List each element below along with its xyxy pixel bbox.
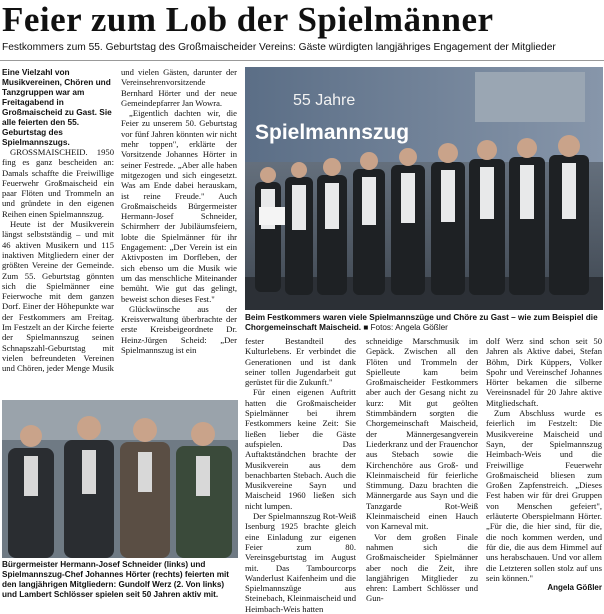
photo-credit: ■ Fotos: Angela Gößler: [363, 323, 448, 332]
photo-choir-stage: [245, 67, 603, 310]
lead-paragraph: Eine Vielzahl von Musikvereinen, Chören und Tanzgruppen war am Freitagabend in Großmaischeid zu Gast. Sie alle feierten den 55. Geburtstag des Spielmannszugs.: [2, 67, 112, 147]
paragraph: Für einen eigenen Auftritt hatten die Großmaischeider Spielmänner bei ihrem Festkommers keine Zeit: Sie ließen lieber die Gäste aufspielen. Das Auftaktständchen brachte der Musikverein aus dem benachbarten Stebach. Auch die Musikvereine Sayn und Maischeid 1960 ließen sich nicht lumpen.: [245, 387, 356, 511]
column-5: [486, 336, 602, 593]
paragraph: dolf Werz sind schon seit 50 Jahren als Aktive dabei, Stefan Böhm, Dirk Küppers, Volker Spohr und Vereinschef Johannes Hörter bekamen die silberne Vereinsnadel für 20 Jahre aktive Mitgliedschaft.: [486, 336, 602, 408]
photo-honorees: [2, 400, 238, 558]
paragraph: Glückwünsche aus der Kreisverwaltung überbrachte der erste Kreisbeigeordnete Dr. Heinz-Jürgen Scheid: „Der Spielmannszug ist ein: [121, 303, 237, 356]
paragraph: Zum Abschluss wurde es feierlich im Festzelt: Die Musikvereine Maischeid und Sayn, der Spielmannszug Heimbach-Weis und die Freiwillige Feuerwehr Großmaischeid bliesen zum Großen Zapfenstreich. „Dieses Fest haben wir für drei Gruppen von Menschen gefeiert", erläuterte Oberspielmann Hörter. „Für die, die hier sind, für die, die noch kommen werden, und für die, die aus dem Himmel auf uns herabschauen. Und vor allem die Letzteren sollen stolz auf uns sein können.": [486, 408, 602, 583]
column-3: [245, 336, 356, 614]
banner-text-2: Spielmannszug: [255, 121, 410, 144]
paragraph: „Eigentlich dachten wir, die Feier zu unserem 50. Geburtstag vor fünf Jahren könnten wir nicht mehr toppen", erklärte der Vorsitzende Johannes Hörter in seiner Festrede. „Aber alle haben mitgezogen und sich eingesetzt. Was am Ende dabei herauskam, ist reine Freude." Auch Großmaischeids Bürgermeister Hermann-Josef Schneider, Schirmherr der Jubiläumsfeiern, lobte die Spielmänner für ihr Engagement: „Der Verein ist ein Aktivposten im Dorfleben, der sich ebenso um die Musik wie um das menschliche Miteinander bemüht. Wie gut das gelingt, beweist schon dieses Fest.": [121, 108, 237, 304]
small-photo-caption: Bürgermeister Hermann-Josef Schneider (links) und Spielmannszug-Chef Johannes Hörter (rechts) feierten mit den langjährigen Mitgliedern: Gundolf Werz (2. Von links) und Lambert Schlösser spielen seit 50 Jahren aktiv mit.: [2, 560, 230, 599]
paragraph: fester Bestandteil des Kulturlebens. Er verbindet die Generationen und ist dank seiner tollen Jugendarbeit gut gerüstet für die Zukunft.": [245, 336, 356, 388]
column-4: [366, 336, 478, 604]
banner-text-1: 55 Jahre: [293, 92, 356, 109]
column-1: [2, 67, 114, 374]
paragraph: schneidige Marschmusik im Gepäck. Zwischen all den Flöten und Trommeln der Spielleute kam beim Großmaischeider Festkommers aber auch der Gesang nicht zu kurz: Mit gut geölten Stimmbändern sorgten die Chorgemeinschaft Maischeid, der Männergesangverein Liederkranz und der Frauenchor aus Stebach sowie die Kirchenchöre aus Groß- und Kleinmaischeid für feierliche Stimmung. Dazu brachten die Männergarde aus Sayn und die Tanzgarde Rot-Weiß Kleinmaischeid einen Hauch von Karneval mit.: [366, 336, 478, 532]
caption-text: Beim Festkommers waren viele Spielmannszüge und Chöre zu Gast – wie zum Beispiel die Chorgemeinschaft Maischeid.: [245, 313, 598, 332]
credit-text: Fotos: Angela Gößler: [370, 323, 448, 332]
paragraph: GROSSMAISCHEID. 1950 fing es ganz bescheiden an: Damals schaffte die Freiwillige Feuerwehr Großmaischeid ein paar Flöten und Trommeln an und gründete in den eigenen Reihen einen Spielmannszug.: [2, 147, 114, 219]
paragraph: und vielen Gästen, darunter der Vereinsehrenvorsitzende Bernhard Hörter und der neue Gemeindepfarrer Jan Wowra.: [121, 67, 237, 108]
main-photo-caption: [245, 313, 603, 333]
author-byline: Angela Gößler: [547, 583, 602, 593]
main-photo: [245, 67, 603, 310]
divider: [0, 60, 604, 61]
small-photo: [2, 400, 238, 558]
paragraph: Vor dem großen Finale nahmen sich die Großmaischeider Spielmänner aber noch die Zeit, ihre langjährigen Mitglieder zu ehren: Lambert Schlösser und Gun-: [366, 531, 478, 604]
paragraph: Heute ist der Musikverein längst selbstständig – und mit 46 aktiven Musikern und 115 inaktiven Mitgliedern einer der größten Vereine der Gemeinde. Zum 55. Geburtstag gönnten sich die Spielmänner eine Feierwoche mit dem ganzen Dorf. Einer der Höhepunkte war der Festkommers am Freitag. Im Festzelt an der Kirche feierte der Spielmannszug seinen Schnapszahl-Geburtstag mit vielen befreundeten Vereinen und Chören, jeder Menge Musik: [2, 219, 114, 374]
headline: Feier zum Lob der Spielmänner: [2, 0, 494, 39]
subheadline: Festkommers zum 55. Geburtstag des Großmaischeider Vereins: Gäste würdigten langjähriges Engagement der Mitglieder: [2, 42, 556, 53]
column-2: [121, 67, 237, 355]
paragraph: Der Spielmannszug Rot-Weiß Isenburg 1925 brachte gleich eine Einladung zur eigenen Feier zum 80. Vereinsgeburtstag im August mit. Das Tambourcorps Wanderlust Kaifenheim und die Spielmannszüge aus Steinebach, Kleinmaischeid und Heimbach-Weis hatten: [245, 511, 356, 614]
